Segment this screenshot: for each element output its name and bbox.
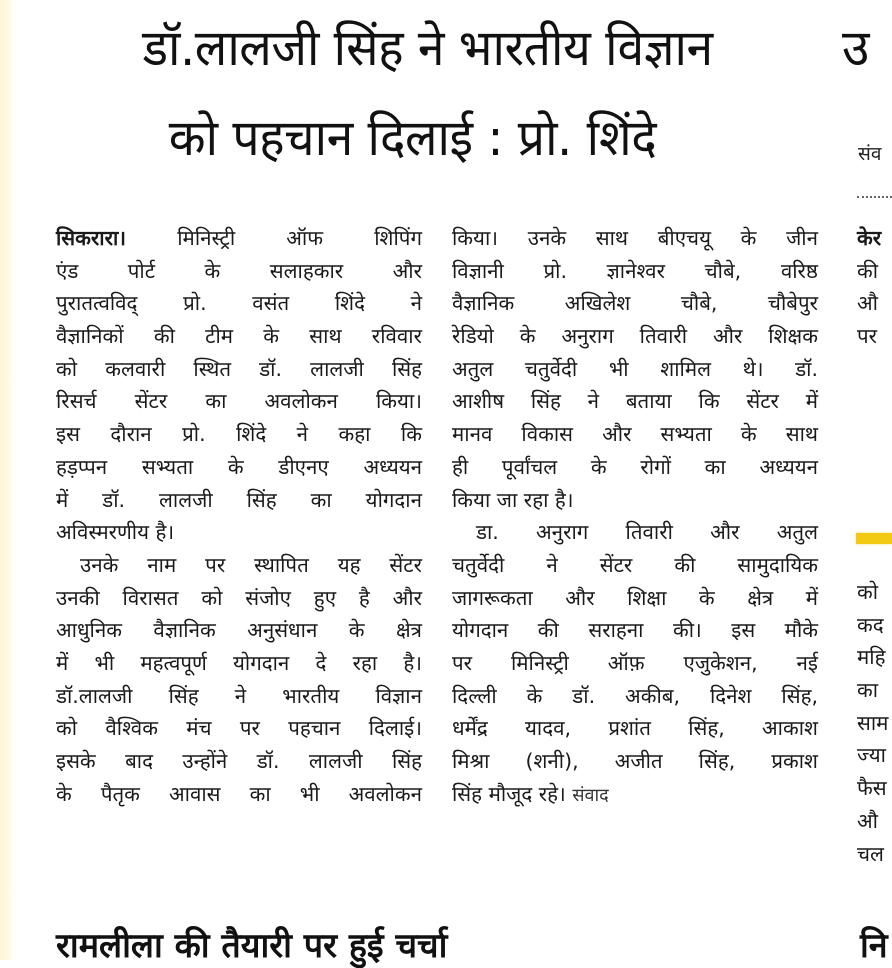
next-article-right-fragment: नि (860, 926, 888, 966)
body-line-fragment: पर (857, 324, 878, 349)
article-column-1 (56, 222, 422, 810)
adjacent-column-top (857, 222, 892, 353)
body-line-fragment: केर (857, 226, 882, 250)
adjacent-headline-fragment: उ (842, 19, 870, 77)
body-line: के पैतृक आवास का भी अवलोकन (56, 781, 422, 806)
next-article-headline: रामलीला की तैयारी पर हुई चर्चा (56, 926, 448, 966)
body-line-fragment: का (857, 678, 879, 703)
dateline: सिकरारा। (56, 226, 127, 250)
body-line: चतुर्वेदी ने सेंटर की सामुदायिक (452, 552, 818, 577)
headline-line-2: को पहचान दिलाई : प्रो. शिंदे (168, 109, 657, 167)
body-line: किया। उनके साथ बीएचयू के जीन (452, 226, 818, 250)
body-line-fragment: महि (857, 645, 886, 670)
body-line: पुरातत्वविद् प्रो. वसंत शिंदे ने (56, 291, 422, 316)
body-line: ही पूर्वांचल के रोगों का अध्ययन (452, 454, 818, 479)
body-line-fragment: ज्या (857, 743, 886, 768)
body-line-fragment: कद (857, 612, 884, 637)
body-line: में डॉ. लालजी सिंह का योगदान (56, 487, 422, 512)
reporter-credit: संवाद (572, 784, 609, 806)
body-line: को कलवारी स्थित डॉ. लालजी सिंह (56, 356, 422, 381)
body-line: आशीष सिंह ने बताया कि सेंटर में (452, 389, 818, 414)
article-column-2 (452, 222, 818, 810)
body-line: सिंह मौजूद रहे। संवाद (452, 781, 609, 806)
body-line-fragment: को (857, 580, 879, 604)
body-line: रिसर्च सेंटर का अवलोकन किया। (56, 389, 422, 414)
body-line: विज्ञानी प्रो. ज्ञानेश्वर चौबे, वरिष्ठ (452, 258, 818, 283)
body-line: डा. अनुराग तिवारी और अतुल (476, 520, 818, 545)
body-line: एंड पोर्ट के सलाहकार और (56, 258, 422, 283)
body-line: अविस्मरणीय है। (56, 520, 175, 545)
body-line-fragment: साम (857, 710, 889, 735)
body-line: इस दौरान प्रो. शिंदे ने कहा कि (56, 422, 422, 447)
body-line: में भी महत्वपूर्ण योगदान दे रहा है। (56, 650, 422, 675)
body-line: मिश्रा (शनी), अजीत सिंह, प्रकाश (452, 749, 818, 773)
body-line-fragment: औ (857, 808, 878, 833)
adjacent-byline-fragment: संव (858, 143, 882, 165)
body-line: मानव विकास और सभ्यता के साथ (452, 422, 818, 447)
body-line: डॉ.लालजी सिंह ने भारतीय विज्ञान (56, 683, 422, 708)
headline-line-1: डॉ.लालजी सिंह ने भारतीय विज्ञान (142, 19, 713, 77)
body-line: दिल्ली के डॉ. अकीब, दिनेश सिंह, (452, 683, 818, 708)
body-line: आधुनिक वैज्ञानिक अनुसंधान के क्षेत्र (56, 618, 422, 643)
body-line: सिकरारा। मिनिस्ट्री ऑफ शिपिंग (56, 226, 422, 250)
body-line: उनकी विरासत को संजोए हुए है और (56, 585, 422, 610)
body-line: वैज्ञानिकों की टीम के साथ रविवार (56, 324, 422, 349)
accent-bar (856, 533, 892, 544)
body-line: वैज्ञानिक अखिलेश चौबे, चौबेपुर (452, 291, 818, 316)
body-line: को वैश्विक मंच पर पहचान दिलाई। (56, 716, 422, 741)
body-line: इसके बाद उन्होंने डॉ. लालजी सिंह (56, 749, 422, 773)
body-line: धर्मेंद्र यादव, प्रशांत सिंह, आकाश (452, 716, 818, 741)
body-line: अतुल चतुर्वेदी भी शामिल थे। डॉ. (452, 356, 818, 381)
body-line: रेडियो के अनुराग तिवारी और शिक्षक (452, 324, 818, 349)
byline-dotted-divider (857, 196, 892, 198)
body-line: पर मिनिस्ट्री ऑफ़ एजुकेशन, नई (452, 650, 818, 675)
page-edge-strip (0, 0, 14, 960)
body-line: उनके नाम पर स्थापित यह सेंटर (80, 552, 422, 577)
body-line: जागरूकता और शिक्षा के क्षेत्र में (452, 585, 818, 610)
adjacent-column-bottom (857, 576, 892, 870)
body-line: योगदान की सराहना की। इस मौके (452, 618, 818, 643)
body-line-fragment: औ (857, 291, 878, 316)
body-line-fragment: चल (857, 841, 884, 866)
body-line: हड़प्पन सभ्यता के डीएनए अध्ययन (56, 454, 422, 479)
body-line-fragment: फैस (857, 776, 887, 801)
body-line: किया जा रहा है। (452, 487, 574, 512)
body-line-fragment: की (857, 258, 879, 283)
